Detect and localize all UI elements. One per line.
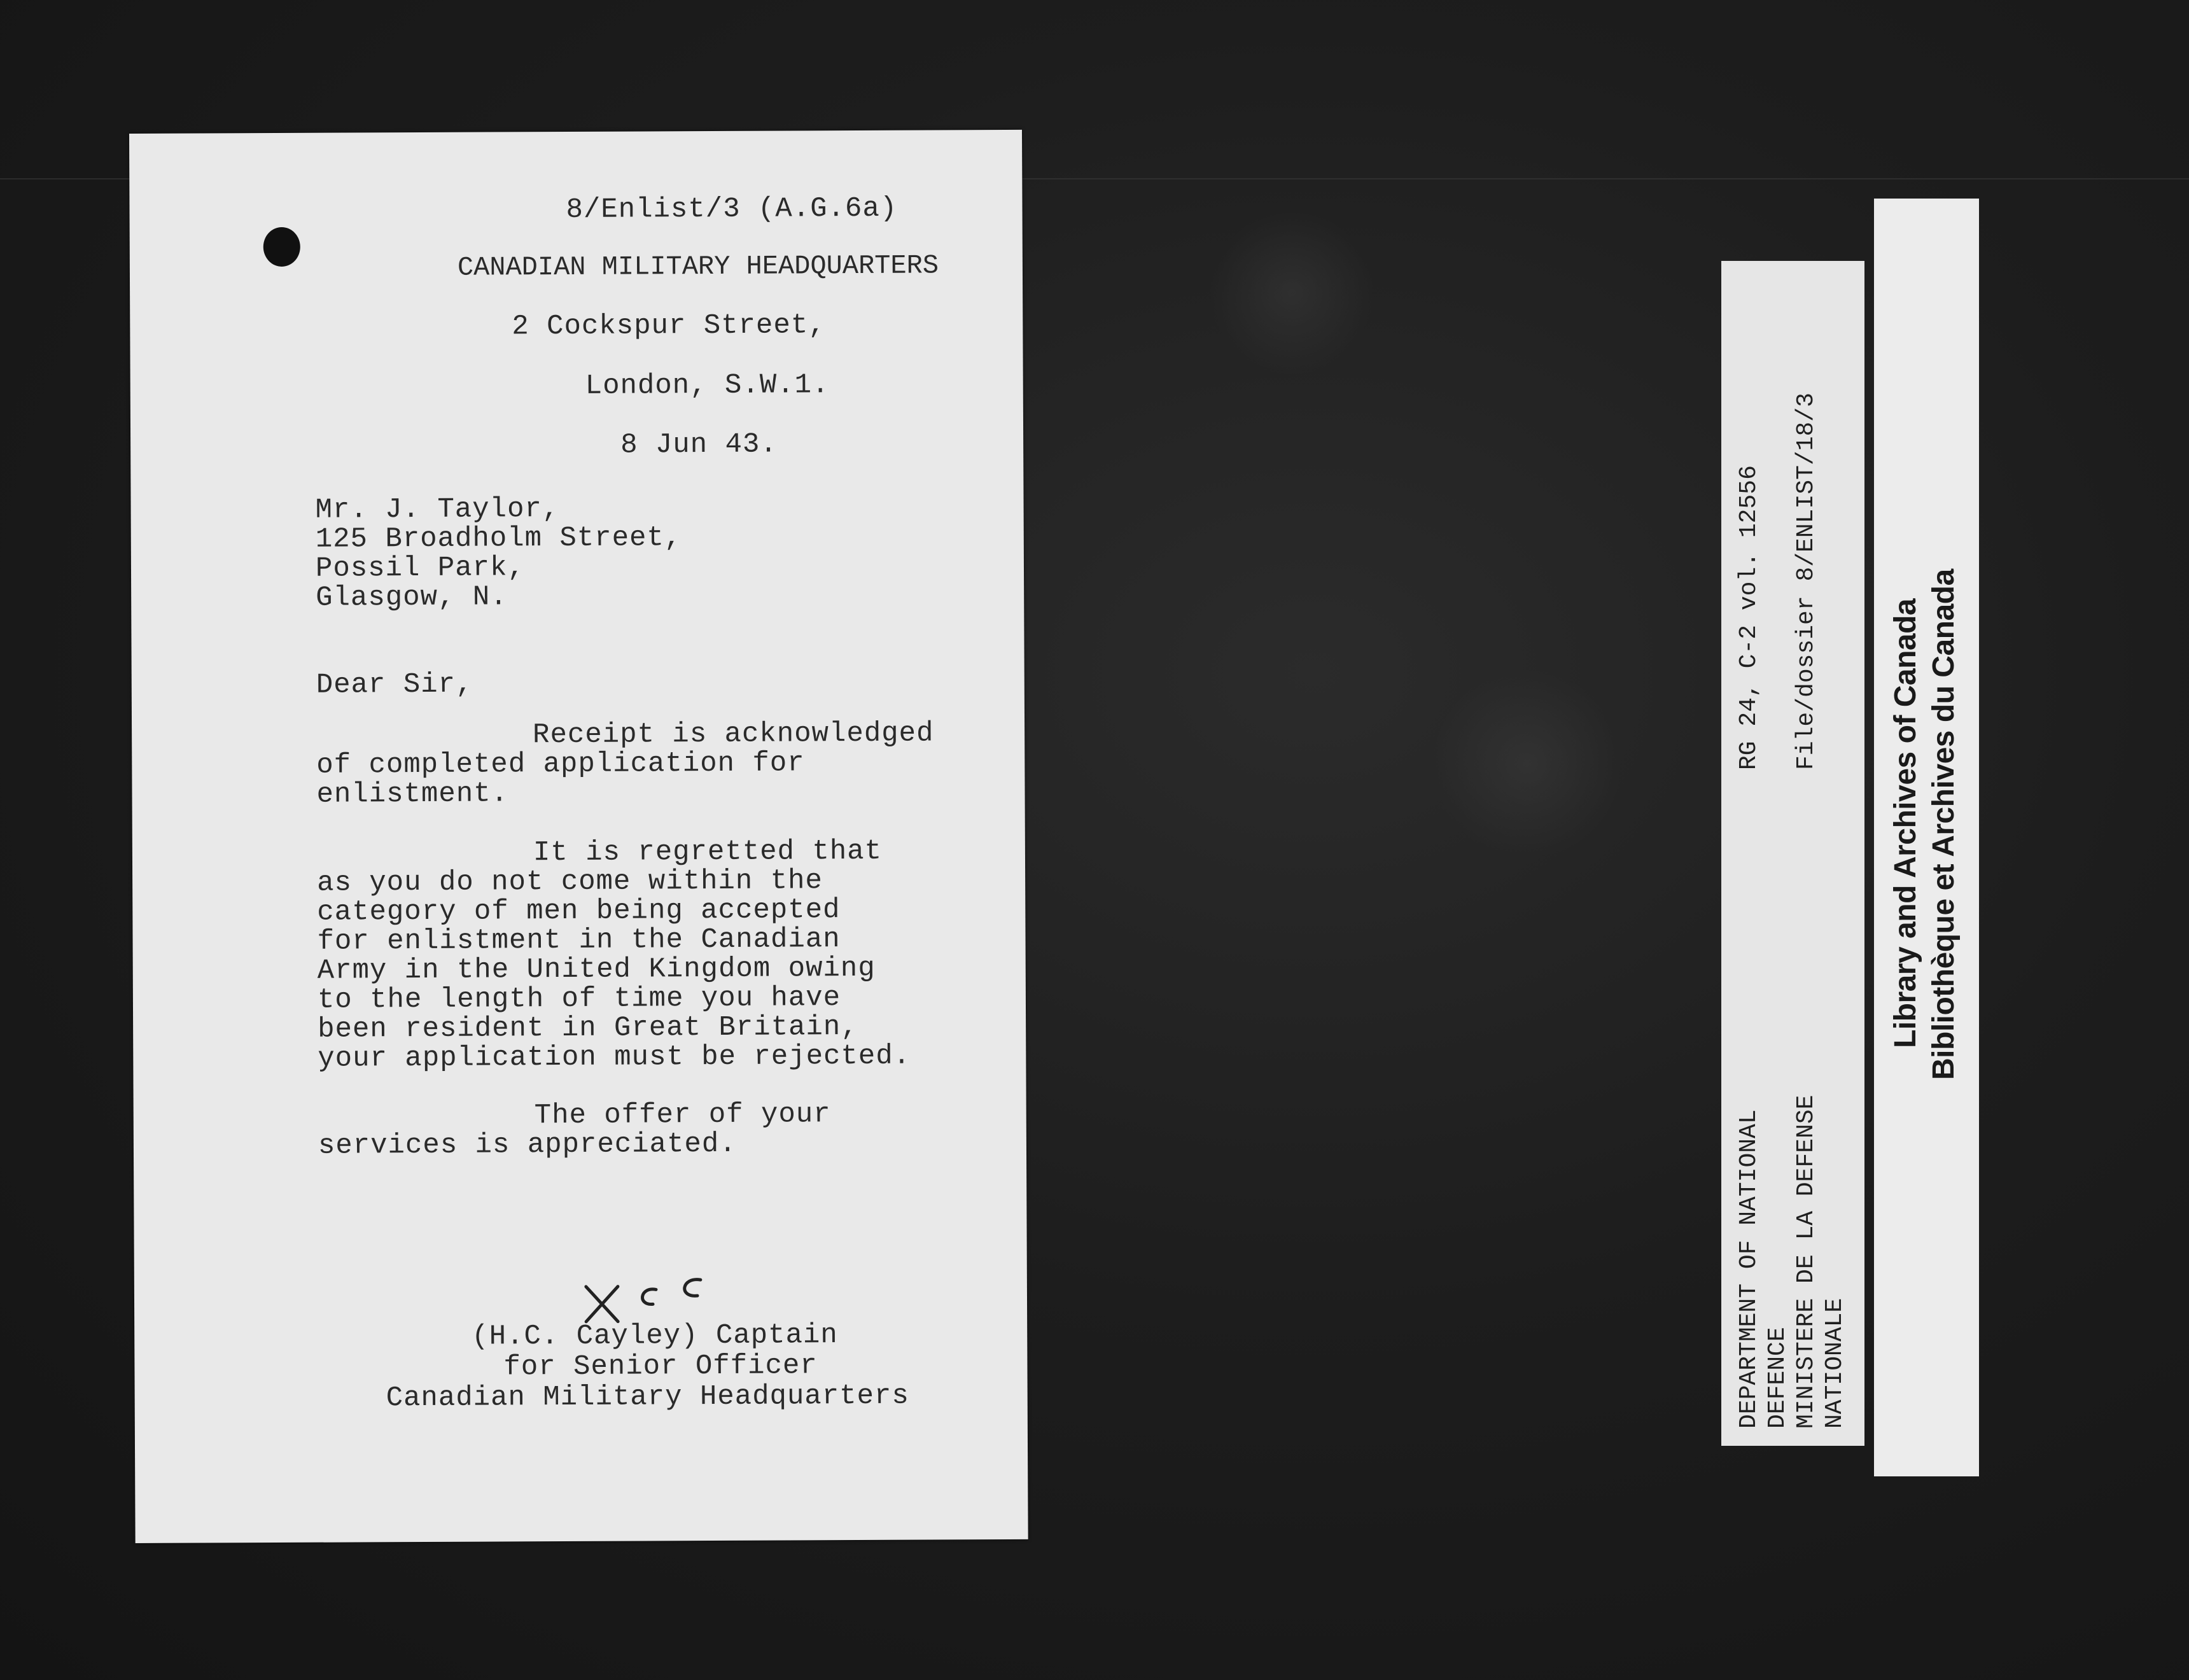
lac-label-english: Library and Archives of Canada — [1889, 598, 1922, 1048]
archive-label-line: NATIONALE — [1821, 1298, 1849, 1429]
paragraph-line: It is regretted that — [533, 835, 883, 869]
background-stain — [1209, 210, 1374, 375]
salutation: Dear Sir, — [316, 668, 473, 701]
signature-line: Canadian Military Headquarters — [386, 1380, 909, 1415]
paragraph-line: as you do not come within the — [317, 865, 823, 899]
paragraph-line: enlistment. — [316, 778, 509, 811]
signature-line: for Senior Officer — [503, 1350, 818, 1383]
archive-label-line: DEFENCE — [1764, 1327, 1791, 1429]
paragraph-line: of completed application for — [316, 747, 805, 781]
paragraph-line: been resident in Great Britain, — [318, 1011, 858, 1046]
letter-sheet — [129, 130, 1028, 1543]
letter-reference: 8/Enlist/3 (A.G.6a) — [566, 192, 898, 227]
recipient-line: Glasgow, N. — [316, 581, 508, 614]
lac-label — [1874, 199, 1979, 1476]
paragraph-line: category of men being accepted — [317, 894, 841, 928]
record-group: RG 24, C-2 vol. 12556 — [1735, 465, 1763, 770]
background-stain — [1432, 668, 1623, 859]
letter-address-line1: 2 Cockspur Street, — [512, 309, 826, 343]
archive-reference-label — [1721, 261, 1864, 1446]
recipient-line: Possil Park, — [315, 552, 525, 585]
paragraph-line: to the length of time you have — [317, 982, 841, 1016]
archive-label-line: DEPARTMENT OF NATIONAL — [1735, 1109, 1763, 1429]
paragraph-line: your application must be rejected. — [318, 1040, 911, 1075]
paragraph-line: for enlistment in the Canadian — [317, 923, 841, 958]
letter-organization: CANADIAN MILITARY HEADQUARTERS — [457, 250, 939, 283]
paragraph-line: The offer of your — [534, 1098, 831, 1132]
punch-hole — [263, 227, 300, 267]
paragraph-line: services is appreciated. — [318, 1128, 737, 1162]
recipient-line: Mr. J. Taylor, — [315, 493, 560, 526]
paragraph-line: Army in the United Kingdom owing — [317, 952, 876, 987]
letter-date: 8 Jun 43. — [620, 428, 778, 461]
recipient-line: 125 Broadholm Street, — [315, 522, 682, 556]
archive-label-line: MINISTERE DE LA DEFENSE — [1793, 1095, 1820, 1429]
paragraph-line: Receipt is acknowledged — [533, 717, 934, 752]
signature-line: (H.C. Cayley) Captain — [472, 1319, 838, 1353]
file-dossier: File/dossier 8/ENLIST/18/3 — [1793, 393, 1820, 770]
letter-address-line2: London, S.W.1. — [585, 369, 830, 402]
lac-label-french: Bibliothèque et Archives du Canada — [1927, 569, 1961, 1080]
